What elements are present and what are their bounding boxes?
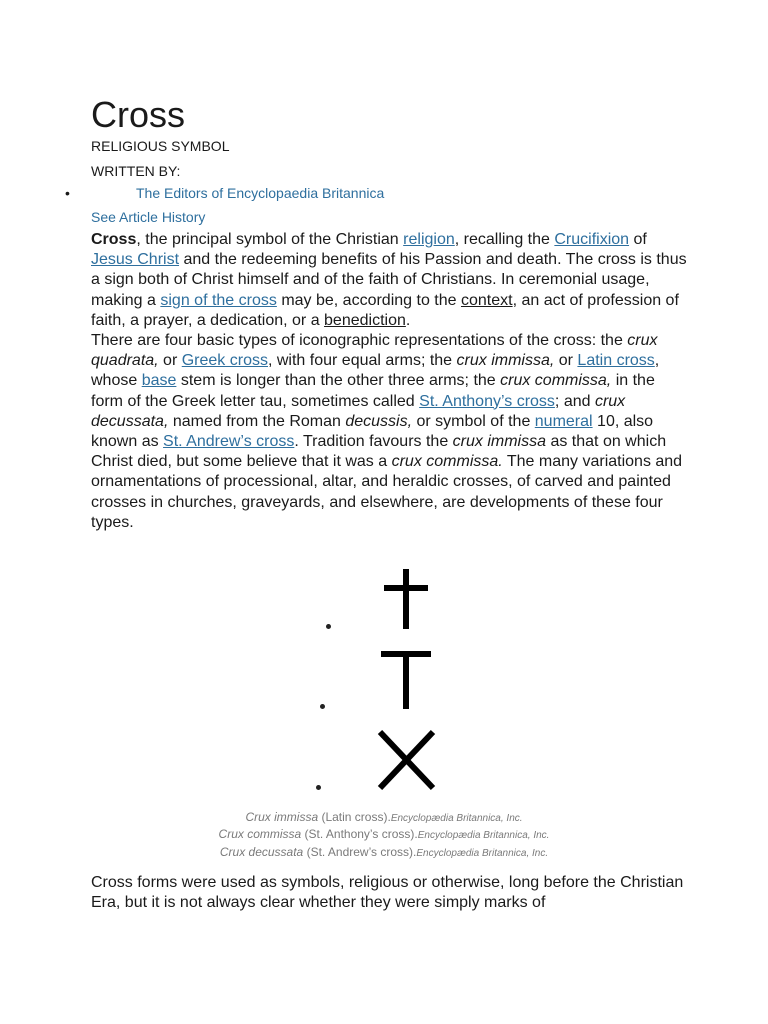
text: or (158, 352, 182, 370)
term: crux commissa. (391, 453, 503, 471)
latin-cross-icon[interactable] (370, 565, 442, 631)
saltire-cross-icon[interactable] (370, 727, 442, 793)
term: crux decussata, (91, 392, 626, 430)
term: crux immissa (452, 433, 547, 451)
link-context[interactable]: context (460, 291, 513, 309)
link-religion[interactable]: religion (403, 231, 455, 248)
text: may be, according to the (276, 291, 461, 309)
figure-caption (0, 827, 768, 843)
text: of (629, 231, 647, 248)
author-list-item (65, 181, 691, 205)
text: in the form of the Greek letter tau, sometimes called (91, 372, 655, 410)
cross-figures (0, 565, 768, 805)
bullet-icon (320, 704, 325, 709)
text: or symbol of the (412, 412, 535, 430)
article-history-link[interactable]: See Article History (91, 209, 206, 225)
term: crux quadrata, (91, 332, 658, 370)
caption-term: Crux commissa (218, 827, 302, 841)
tau-cross-icon[interactable] (370, 647, 442, 713)
caption-text: (St. Anthony’s cross). (301, 827, 418, 841)
article (65, 92, 691, 533)
link-numeral[interactable]: numeral (534, 412, 593, 430)
link-jesus-christ[interactable]: Jesus Christ (91, 251, 180, 269)
text: , an act of profession of faith, a prayer, a dedication, or a (91, 291, 679, 329)
text: stem is longer than the other three arms; the (176, 372, 501, 390)
article-body (91, 230, 691, 533)
text: named from the Roman (168, 412, 346, 430)
caption-source: Encyclopædia Britannica, Inc. (390, 813, 523, 824)
text: The many variations and ornamentations of processional, altar, and heraldic crosses, of carved and painted crosses in churches, graveyards, and elsewhere, are developments of these four types. (91, 453, 683, 531)
term: decussis, (345, 412, 413, 430)
paragraph-types (91, 331, 691, 533)
link-base[interactable]: base (141, 372, 177, 390)
text: There are four basic types of iconographic representations of the cross: the (91, 332, 628, 350)
text: 10, also known as (91, 412, 654, 451)
text: or (554, 352, 578, 370)
caption-text: (St. Andrew’s cross). (303, 845, 417, 859)
text: . (405, 311, 411, 329)
written-by-label: WRITTEN BY: (91, 163, 181, 179)
term-cross: Cross (91, 231, 137, 248)
link-benediction[interactable]: benediction (324, 311, 406, 329)
bullet-icon: • (65, 185, 70, 201)
text: , recalling the (454, 231, 555, 248)
author-link[interactable]: The Editors of Encyclopaedia Britannica (136, 185, 385, 201)
page-title: Cross (91, 94, 186, 135)
link-st-anthonys-cross[interactable]: St. Anthony’s cross (419, 392, 555, 410)
caption-source: Encyclopædia Britannica, Inc. (416, 848, 549, 859)
text: . Tradition favours the (294, 433, 453, 451)
link-crucifixion[interactable]: Crucifixion (554, 231, 630, 248)
caption-term: Crux immissa (245, 810, 319, 824)
text: and the redeeming benefits of his Passion and death. The cross is thus a sign both of Christ himself and of the faith of Christians. In ceremonial usage, making a (91, 251, 687, 309)
caption-text: (Latin cross). (318, 810, 391, 824)
paragraph-intro (91, 230, 691, 331)
paragraph-history: Cross forms were used as symbols, religious or otherwise, long before the Christian Era, but it is not always clear whether they were simply marks of (91, 874, 684, 912)
article-subtitle: RELIGIOUS SYMBOL (91, 138, 230, 154)
text: , the principal symbol of the Christian (136, 231, 404, 248)
caption-term: Crux decussata (219, 845, 304, 859)
bullet-icon (326, 624, 331, 629)
bullet-icon (316, 785, 321, 790)
link-sign-of-the-cross[interactable]: sign of the cross (160, 291, 277, 309)
term: crux commissa, (500, 372, 612, 390)
link-latin-cross[interactable]: Latin cross (577, 352, 655, 370)
text: , with four equal arms; the (267, 352, 457, 370)
figure-caption (0, 845, 768, 861)
figure-caption (0, 810, 768, 826)
text: as that on which Christ died, but some believe that it was a (91, 433, 667, 471)
term: crux immissa, (456, 352, 555, 370)
caption-source: Encyclopædia Britannica, Inc. (417, 830, 550, 841)
link-st-andrews-cross[interactable]: St. Andrew’s cross (163, 433, 295, 451)
text: , whose (91, 352, 660, 390)
text: ; and (554, 392, 595, 410)
link-greek-cross[interactable]: Greek cross (181, 352, 268, 370)
